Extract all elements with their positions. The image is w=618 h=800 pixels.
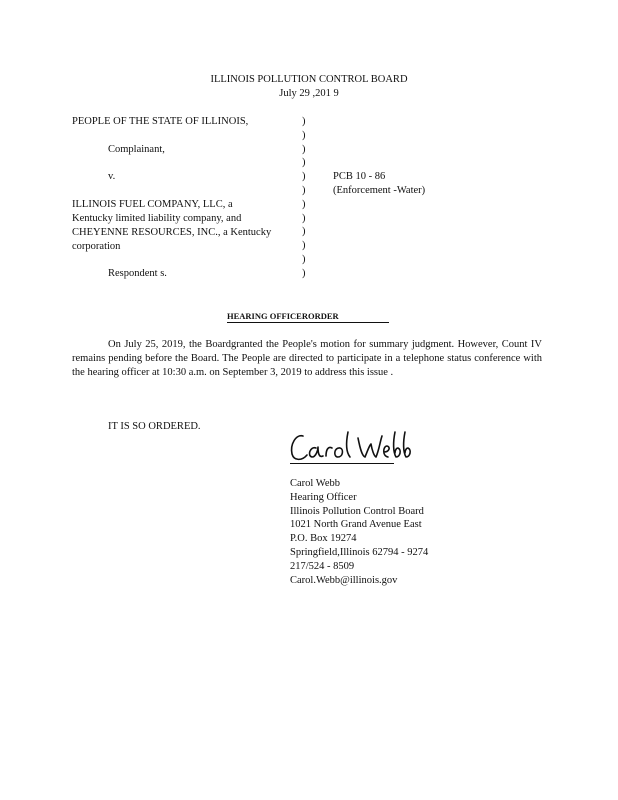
caption-paren: ) <box>302 116 306 127</box>
respondent-line-3: CHEYENNE RESOURCES, INC., a Kentucky <box>72 227 272 238</box>
caption-paren: ) <box>302 240 306 252</box>
caption-paren-column <box>302 115 306 281</box>
case-type: (Enforcement -Water) <box>333 185 426 196</box>
signer-organization: Illinois Pollution Control Board <box>290 505 424 517</box>
case-number: PCB 10 - 86 <box>333 171 386 182</box>
order-heading: HEARING OFFICERORDER <box>227 311 389 323</box>
respondent-label: Respondent s. <box>108 268 167 279</box>
caption-paren: ) <box>302 198 306 210</box>
signer-street: 1021 North Grand Avenue East <box>290 519 422 531</box>
order-paragraph: On July 25, 2019, the Boardgranted the People's motion for summary judgment. However, Count IV remains pending before the Board. The People are directed to participate in a telephone status conference with the hearing officer at 10:30 a.m. on September 3, 2019 to address this issue . <box>72 339 542 378</box>
complainant-name: PEOPLE OF THE STATE OF ILLINOIS, <box>72 116 249 127</box>
caption-paren: ) <box>302 129 306 141</box>
signer-name: Carol Webb <box>290 478 340 489</box>
respondent-line-4: corporation <box>72 241 121 252</box>
signer-city: Springfield,Illinois 62794 - 9274 <box>290 546 429 558</box>
respondent-line-2: Kentucky limited liability company, and <box>72 213 242 224</box>
handwritten-signature <box>288 430 418 466</box>
so-ordered: IT IS SO ORDERED. <box>108 421 201 432</box>
signer-email: Carol.Webb@illinois.gov <box>290 574 398 586</box>
order-date: July 29 ,201 9 <box>279 88 339 99</box>
signer-title: Hearing Officer <box>290 491 357 503</box>
caption-paren: ) <box>302 143 306 155</box>
respondent-line-1: ILLINOIS FUEL COMPANY, LLC, a <box>72 199 233 210</box>
caption-paren: ) <box>302 171 306 183</box>
caption-paren: ) <box>302 212 306 224</box>
signature-block <box>290 477 428 587</box>
caption-paren: ) <box>302 157 306 169</box>
complainant-label: Complainant, <box>108 144 165 155</box>
caption-paren: ) <box>302 184 306 196</box>
signature-line <box>290 463 394 464</box>
board-title: ILLINOIS POLLUTION CONTROL BOARD <box>210 74 408 85</box>
signer-phone: 217/524 - 8509 <box>290 560 355 572</box>
versus-label: v. <box>108 171 116 182</box>
caption-paren: ) <box>302 226 306 238</box>
caption-paren: ) <box>302 267 306 279</box>
caption-paren: ) <box>302 253 306 265</box>
signer-pobox: P.O. Box 19274 <box>290 533 357 545</box>
